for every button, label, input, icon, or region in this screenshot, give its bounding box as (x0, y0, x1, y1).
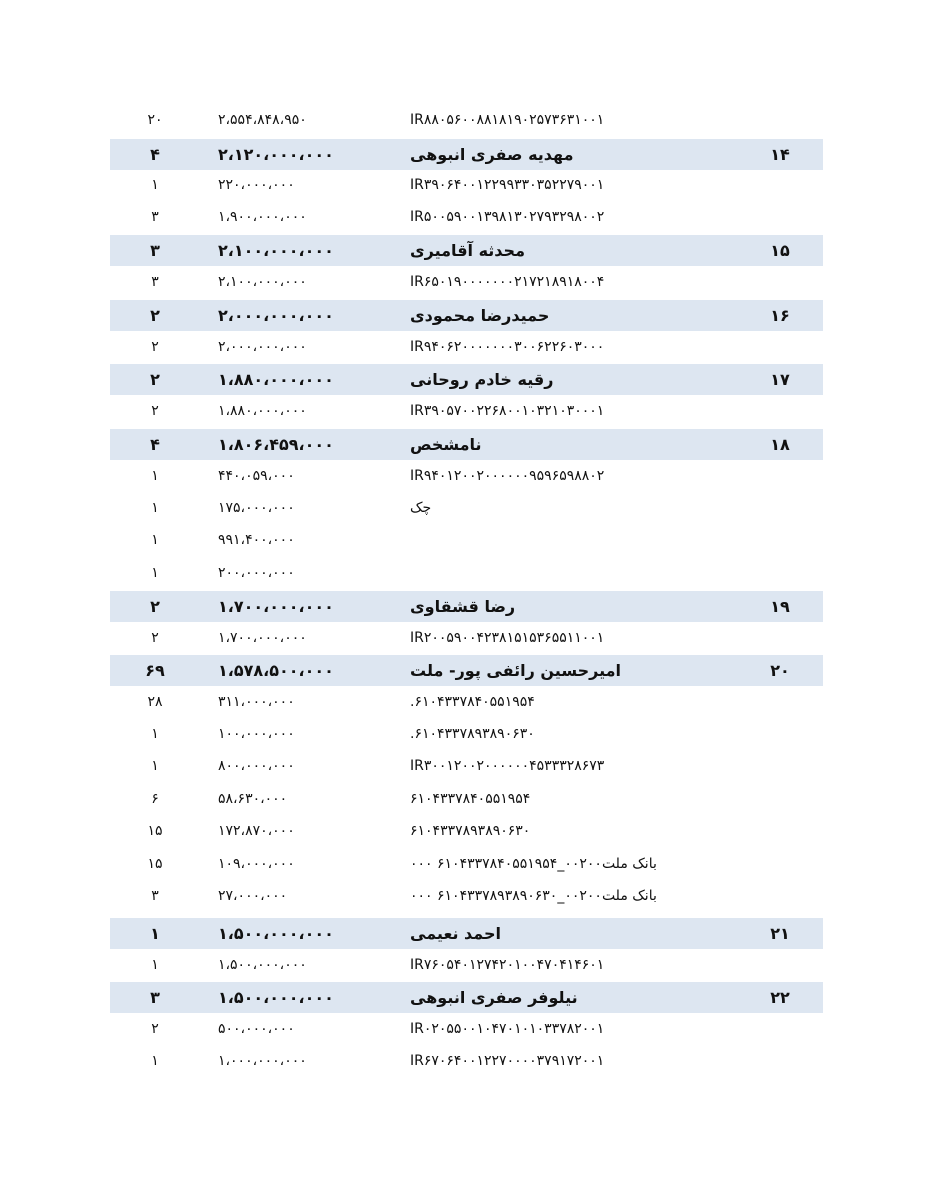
count-cell: ۱ (151, 177, 159, 193)
amount-cell: ۲،۱۰۰،۰۰۰،۰۰۰ (218, 274, 307, 290)
account-cell: IR۹۴۰۱۲۰۰۲۰۰۰۰۰۰۹۵۹۶۵۹۸۸۰۲ (410, 468, 605, 484)
row-number-cell (745, 950, 815, 980)
name-cell: نیلوفر صفری انبوهی (410, 988, 578, 1007)
count-cell: ۲ (151, 1021, 159, 1037)
amount-cell: ۱،۷۰۰،۰۰۰،۰۰۰ (218, 597, 334, 616)
row-number-cell (745, 816, 815, 846)
row-number-cell (745, 396, 815, 426)
account-cell: IR۷۶۰۵۴۰۱۲۷۴۲۰۱۰۰۴۷۰۴۱۴۶۰۱ (410, 957, 605, 973)
count-cell: ۶ (151, 791, 159, 807)
row-number-cell (745, 267, 815, 297)
amount-cell: ۴۴۰،۰۵۹،۰۰۰ (218, 468, 295, 484)
count-cell: ۱ (151, 500, 159, 516)
row-number-cell: ۱۷ (770, 370, 790, 389)
detail-row (110, 525, 823, 555)
amount-cell: ۲،۰۰۰،۰۰۰،۰۰۰ (218, 306, 334, 325)
detail-row (110, 1014, 823, 1044)
count-cell: ۲ (151, 403, 159, 419)
count-cell: ۳ (151, 209, 159, 225)
account-cell: ۶۱۰۴۳۳۷۸۹۳۸۹۰۶۳۰ (410, 823, 531, 839)
account-cell: IR۹۴۰۶۲۰۰۰۰۰۰۰۳۰۰۶۲۲۶۰۳۰۰۰ (410, 339, 605, 355)
amount-cell: ۱،۵۷۸،۵۰۰،۰۰۰ (218, 661, 334, 680)
group-header-row (110, 139, 823, 170)
count-cell: ۶۹ (145, 661, 165, 680)
name-cell: نامشخص (410, 435, 482, 454)
detail-row (110, 332, 823, 362)
name-cell: رقیه خادم روحانی (410, 370, 554, 389)
amount-cell: ۲۰۰،۰۰۰،۰۰۰ (218, 565, 295, 581)
amount-cell: ۱،۰۰۰،۰۰۰،۰۰۰ (218, 1053, 307, 1069)
name-cell: امیرحسین رائفی پور- ملت (410, 661, 621, 680)
account-cell: IR۰۲۰۵۵۰۰۱۰۴۷۰۱۰۱۰۳۳۷۸۲۰۰۱ (410, 1021, 605, 1037)
group-header-row (110, 591, 823, 622)
row-number-cell (745, 525, 815, 555)
detail-row (110, 751, 823, 781)
count-cell: ۱ (151, 726, 159, 742)
account-cell: چک (410, 500, 432, 516)
amount-cell: ۱،۸۰۶،۴۵۹،۰۰۰ (218, 435, 334, 454)
count-cell: ۱ (151, 565, 159, 581)
count-cell: ۳ (151, 274, 159, 290)
amount-cell: ۱،۹۰۰،۰۰۰،۰۰۰ (218, 209, 307, 225)
count-cell: ۴ (150, 435, 160, 454)
row-number-cell (745, 687, 815, 717)
account-cell (410, 558, 728, 588)
detail-row (110, 558, 823, 588)
row-number-cell (745, 332, 815, 362)
amount-cell: ۹۹۱،۴۰۰،۰۰۰ (218, 532, 295, 548)
detail-row (110, 396, 823, 426)
amount-cell: ۱۷۵،۰۰۰،۰۰۰ (218, 500, 295, 516)
account-cell: ۶۱۰۴۳۳۷۸۴۰۵۵۱۹۵۴. (410, 694, 535, 710)
account-cell: IR۸۸۰۵۶۰۰۸۸۱۸۱۹۰۲۵۷۳۶۳۱۰۰۱ (410, 112, 605, 128)
row-number-cell (745, 1014, 815, 1044)
amount-cell: ۱،۸۸۰،۰۰۰،۰۰۰ (218, 370, 334, 389)
row-number-cell (745, 493, 815, 523)
amount-cell: ۲،۵۵۴،۸۴۸،۹۵۰ (218, 112, 307, 128)
count-cell: ۱ (150, 924, 160, 943)
row-number-cell: ۱۵ (770, 241, 790, 260)
detail-row (110, 461, 823, 491)
amount-cell: ۲۲۰،۰۰۰،۰۰۰ (218, 177, 295, 193)
amount-cell: ۲،۱۲۰،۰۰۰،۰۰۰ (218, 145, 334, 164)
detail-row (110, 202, 823, 232)
count-cell: ۳ (150, 988, 160, 1007)
detail-row (110, 687, 823, 717)
count-cell: ۲ (151, 339, 159, 355)
detail-row (110, 267, 823, 297)
account-cell: بانک ملت۰۰۲۰۰_۶۱۰۴۳۳۷۸۴۰۵۵۱۹۵۴ ۰۰۰ (410, 856, 657, 872)
account-cell: ۶۱۰۴۳۳۷۸۴۰۵۵۱۹۵۴ (410, 791, 531, 807)
detail-row (110, 881, 823, 911)
count-cell: ۴ (150, 145, 160, 164)
amount-cell: ۱۰۰،۰۰۰،۰۰۰ (218, 726, 295, 742)
count-cell: ۲ (151, 630, 159, 646)
amount-cell: ۱۷۲،۸۷۰،۰۰۰ (218, 823, 295, 839)
row-number-cell: ۲۰ (770, 661, 790, 680)
account-cell: IR۶۵۰۱۹۰۰۰۰۰۰۰۲۱۷۲۱۸۹۱۸۰۰۴ (410, 274, 605, 290)
row-number-cell (745, 751, 815, 781)
group-header-row (110, 429, 823, 460)
row-number-cell (745, 461, 815, 491)
amount-cell: ۱،۵۰۰،۰۰۰،۰۰۰ (218, 924, 334, 943)
account-cell: IR۳۰۰۱۲۰۰۲۰۰۰۰۰۰۴۵۳۳۳۲۸۶۷۳ (410, 758, 605, 774)
account-cell: IR۳۹۰۶۴۰۰۱۲۲۹۹۳۳۰۳۵۲۲۷۹۰۰۱ (410, 177, 605, 193)
count-cell: ۲ (150, 597, 160, 616)
detail-row (110, 170, 823, 200)
count-cell: ۱۵ (147, 823, 163, 839)
account-cell: ۶۱۰۴۳۳۷۸۹۳۸۹۰۶۳۰. (410, 726, 535, 742)
group-header-row (110, 918, 823, 949)
count-cell: ۱ (151, 532, 159, 548)
detail-row (110, 816, 823, 846)
detail-row (110, 623, 823, 653)
group-header-row (110, 364, 823, 395)
row-number-cell (745, 1046, 815, 1076)
row-number-cell (745, 719, 815, 749)
amount-cell: ۲،۱۰۰،۰۰۰،۰۰۰ (218, 241, 334, 260)
account-cell (410, 525, 728, 555)
row-number-cell (745, 558, 815, 588)
amount-cell: ۵۸،۶۳۰،۰۰۰ (218, 791, 288, 807)
name-cell: حمیدرضا محمودی (410, 306, 550, 325)
count-cell: ۲۸ (147, 694, 163, 710)
group-header-row (110, 235, 823, 266)
row-number-cell (745, 202, 815, 232)
count-cell: ۱ (151, 1053, 159, 1069)
name-cell: مهدیه صفری انبوهی (410, 145, 574, 164)
detail-row (110, 493, 823, 523)
row-number-cell: ۱۴ (770, 145, 790, 164)
row-number-cell (745, 170, 815, 200)
amount-cell: ۸۰۰،۰۰۰،۰۰۰ (218, 758, 295, 774)
count-cell: ۱ (151, 468, 159, 484)
count-cell: ۱ (151, 957, 159, 973)
group-header-row (110, 655, 823, 686)
row-number-cell: ۱۶ (770, 306, 790, 325)
account-cell: IR۵۰۰۵۹۰۰۱۳۹۸۱۳۰۲۷۹۳۲۹۸۰۰۲ (410, 209, 605, 225)
detail-row (110, 849, 823, 879)
detail-row (110, 784, 823, 814)
amount-cell: ۳۱۱،۰۰۰،۰۰۰ (218, 694, 295, 710)
name-cell: رضا قشقاوی (410, 597, 516, 616)
count-cell: ۱ (151, 758, 159, 774)
account-cell: IR۳۹۰۵۷۰۰۲۲۶۸۰۰۱۰۳۲۱۰۳۰۰۰۱ (410, 403, 605, 419)
row-number-cell (745, 105, 815, 135)
amount-cell: ۱،۷۰۰،۰۰۰،۰۰۰ (218, 630, 307, 646)
account-cell: IR۲۰۰۵۹۰۰۴۲۳۸۱۵۱۵۳۶۵۵۱۱۰۰۱ (410, 630, 605, 646)
row-number-cell: ۲۲ (770, 988, 790, 1007)
count-cell: ۲ (150, 306, 160, 325)
amount-cell: ۱۰۹،۰۰۰،۰۰۰ (218, 856, 295, 872)
detail-row (110, 1046, 823, 1076)
amount-cell: ۲،۰۰۰،۰۰۰،۰۰۰ (218, 339, 307, 355)
row-number-cell: ۱۸ (770, 435, 790, 454)
row-number-cell (745, 881, 815, 911)
row-number-cell (745, 784, 815, 814)
row-number-cell (745, 849, 815, 879)
count-cell: ۲ (150, 370, 160, 389)
row-number-cell: ۲۱ (770, 924, 790, 943)
amount-cell: ۱،۵۰۰،۰۰۰،۰۰۰ (218, 988, 334, 1007)
count-cell: ۲۰ (147, 112, 163, 128)
account-cell: IR۶۷۰۶۴۰۰۱۲۲۷۰۰۰۰۳۷۹۱۷۲۰۰۱ (410, 1053, 605, 1069)
detail-row (110, 105, 823, 135)
account-cell: بانک ملت۰۰۲۰۰_۶۱۰۴۳۳۷۸۹۳۸۹۰۶۳۰ ۰۰۰ (410, 888, 657, 904)
row-number-cell (745, 623, 815, 653)
amount-cell: ۱،۵۰۰،۰۰۰،۰۰۰ (218, 957, 307, 973)
count-cell: ۳ (151, 888, 159, 904)
group-header-row (110, 300, 823, 331)
row-number-cell: ۱۹ (770, 597, 790, 616)
detail-row (110, 950, 823, 980)
count-cell: ۱۵ (147, 856, 163, 872)
name-cell: احمد نعیمی (410, 924, 502, 943)
amount-cell: ۱،۸۸۰،۰۰۰،۰۰۰ (218, 403, 307, 419)
detail-row (110, 719, 823, 749)
name-cell: محدثه آقامیری (410, 241, 525, 260)
amount-cell: ۲۷،۰۰۰،۰۰۰ (218, 888, 288, 904)
amount-cell: ۵۰۰،۰۰۰،۰۰۰ (218, 1021, 295, 1037)
group-header-row (110, 982, 823, 1013)
count-cell: ۳ (150, 241, 160, 260)
